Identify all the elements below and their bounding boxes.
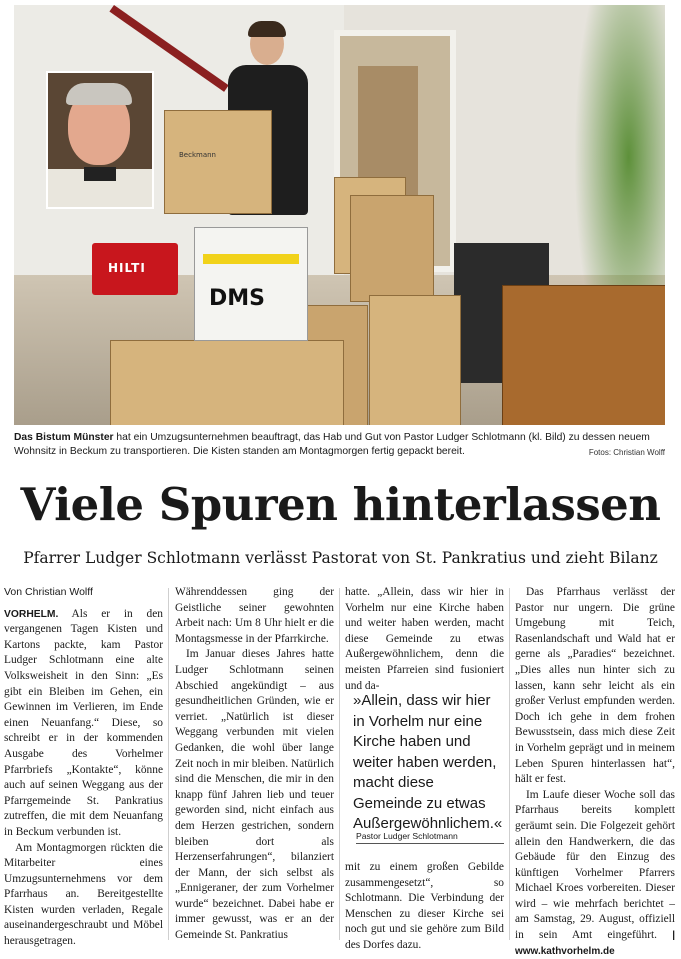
subheadline: Pfarrer Ludger Schlotmann verlässt Pastorat von St. Pankratius und zieht Bilanz [23,549,658,567]
open-moving-box [110,340,344,425]
wooden-cabinet [502,285,665,425]
paragraph: mit zu einem großen Gebilde zusammengesetzt“, so Schlotmann. Die Verbindung der Menschen zu dieser Kirche sei noch gut und sie gehöre zum Bild des Dorfes dazu. [345,861,504,951]
column-divider [509,588,510,940]
dms-box: DMS [194,227,308,341]
photo-caption [14,431,665,459]
dateline: VORHELM. [4,608,59,620]
headline: Viele Spuren hinterlassen [20,478,661,531]
pull-quote-author: Pastor Ludger Schlotmann [356,831,504,844]
hilti-case: HILTI [92,243,178,295]
website-link[interactable]: | www.kathvorhelm.de [515,930,675,957]
byline: Von Christian Wolff [4,586,93,598]
paragraph: Währenddessen ging der Geistliche seiner gewohnten Arbeit nach: Um 8 Uhr hielt er die Montagsmesse in der Pfarrkirche. [175,586,334,645]
article-column-1 [4,585,163,950]
paragraph: Im Laufe dieser Woche soll das Pfarrhaus bereits komplett geräumt sein. Die Folgezeit gehört allein den Handwerkern, die das Gebäude für den Einzug des künftigen Vorhelmer Pfarrers Michael Kroes vorbereiten. Dieser wird – wie mehrfach berichtet – am Samstag, 29. August, offiziell in sein Amt eingeführt. | www.kathvorhelm.de [515,788,675,957]
moving-box [369,295,461,425]
carried-box: Beckmann [164,110,272,214]
column-divider [168,588,169,940]
caption-text: hat ein Umzugsunternehmen beauftragt, das Hab und Gut von Pastor Ludger Schlotmann (kl. Bild) zu dessen neuem Wohnsitz in Beckum zu transportieren. Die Kisten standen am Montagmorgen fertig gepackt bereit. [14,432,650,457]
column-divider [339,588,340,940]
pull-quote: »Allein, dass wir hier in Vorhelm nur eine Kirche haben und weiter haben werden, macht diese Gemeinde zu etwas Außergewöhnlichem.« [353,692,503,832]
paragraph: VORHELM. Als er in den vergangenen Tagen Kisten und Kartons packte, kam Pastor Ludger Schlotmann eine alte Volksweisheit in den Sinn: „Es gibt ein Bleiben im Gehen, ein Gewinnen im Verlieren, im Ende einen Neuanfang.“ Diese, so schreibt er in der kommenden Ausgabe des Vorhelmer Pfarrbriefs „Kontakte“, könne auch auf seinen Weggang aus der Pfarrgemeinde St. Pankratius zutreffen, die mit dem Neuanfang in Beckum verbunden ist. [4,607,163,838]
article-column-2 [175,585,334,944]
paragraph: hatte. „Allein, dass wir hier in Vorhelm nur eine Kirche haben und weiter haben werden, macht diese Gemeinde zu etwas Außergewöhnlichem, denn die meisten Pfarreien sind fusioniert und da- [345,586,504,692]
inset-portrait [46,71,154,209]
moving-box [350,195,434,302]
paragraph: Im Januar dieses Jahres hatte Ludger Schlotmann seinen Abschied angekündigt – aus gesundheitlichen Gründen, wie er verriet. „Natürlich ist dieser Weggang verbunden mit vielen Gedanken, die wohl über lange Zeit noch in mir bleiben. Natürlich sind die Menschen, die mir in den knapp fünf Jahren lieb und teuer geworden sind, nicht einfach aus dem Herzen gestrichen, sondern bleiben dort als Herzenserfahrungen“, bilanziert der Mann, der sich selbst als „Ennigeraner, der zum Vorhelmer wurde“ bezeichnet. Dabei habe er immer gewusst, was er an der Gemeinde St. Pankratius [175,648,334,942]
main-photo [14,5,665,425]
article-column-3 [345,585,504,694]
caption-lead: Das Bistum Münster [14,432,114,443]
article-column-4 [515,585,675,959]
paragraph: Am Montagmorgen rückten die Mitarbeiter eines Umzugsunternehmens vor dem Pfarrhaus an. Bereitgestellte Kisten wurden verladen, Regale auseinandergeschraubt und Möbel herausgetragen. [4,841,163,948]
photo-credit: Fotos: Christian Wolff [588,448,665,457]
paragraph: Das Pfarrhaus verlässt der Pastor nur ungern. Die grüne Umgebung mit Teich, Rasenlandschaft und Wald hat er gerne als „Paradies“ bezeichnet. „Dies alles nun hinter sich zu lassen, kann sehr leicht als ein großer Verlust empfunden werden. Doch ich gehe in dem frohen Bewusstsein, dass mich diese Zeit in Vorhelm geprägt und in meinem Leben Spuren hinterlassen hat“, hält er fest. [515,586,675,786]
